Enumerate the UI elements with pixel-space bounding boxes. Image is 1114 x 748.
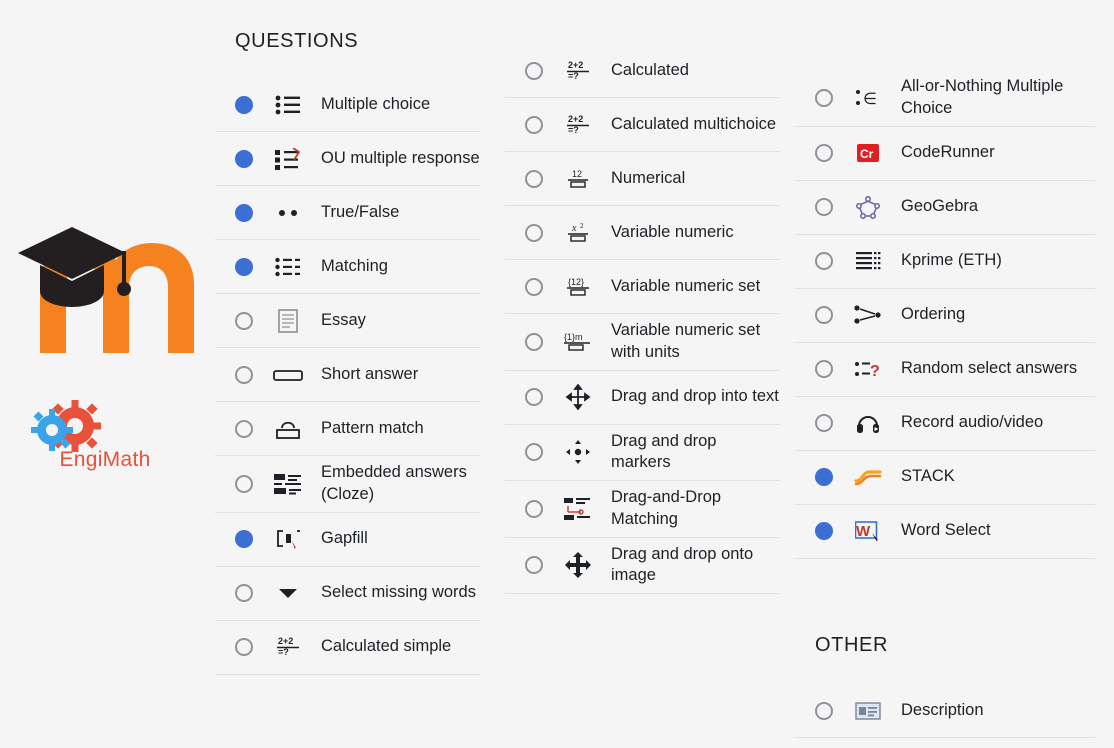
list-item[interactable] <box>795 451 1095 505</box>
list-item[interactable] <box>505 371 780 425</box>
svg-text:Cr: Cr <box>860 147 874 162</box>
radio-cloze[interactable] <box>235 475 253 493</box>
radio-pattern-match[interactable] <box>235 420 253 438</box>
engimath-label: EngiMath <box>59 448 151 471</box>
list-item[interactable] <box>215 132 480 186</box>
list-item[interactable] <box>505 314 780 371</box>
matching-icon <box>271 252 305 282</box>
radio-matching[interactable] <box>235 258 253 276</box>
radio-word-select[interactable] <box>815 522 833 540</box>
list-item-label: Drag and drop markers <box>611 431 717 472</box>
svg-text:=?: =? <box>568 124 579 135</box>
list-item[interactable] <box>505 44 780 98</box>
list-item[interactable] <box>215 402 480 456</box>
description-icon <box>851 696 885 726</box>
svg-text:2: 2 <box>580 221 584 230</box>
list-item[interactable] <box>215 348 480 402</box>
radio-calculated-simple[interactable] <box>235 638 253 656</box>
calculated-icon <box>561 56 595 86</box>
list-item-label: Variable numeric set with units <box>611 321 761 361</box>
radio-stack[interactable] <box>815 468 833 486</box>
ddmarker-icon <box>561 437 595 467</box>
radio-geogebra[interactable] <box>815 198 833 216</box>
list-item[interactable] <box>215 513 480 567</box>
list-item[interactable] <box>795 235 1095 289</box>
list-item[interactable] <box>215 294 480 348</box>
word-select-icon <box>851 516 885 546</box>
list-item-label: Essay <box>321 310 366 329</box>
list-item[interactable] <box>215 78 480 132</box>
list-item-label: True/False <box>321 202 400 221</box>
list-item-label: Select missing words <box>321 583 476 602</box>
list-item[interactable] <box>795 343 1095 397</box>
shortanswer-icon <box>271 360 305 390</box>
radio-ddimageortext[interactable] <box>525 556 543 574</box>
list-item[interactable] <box>505 538 780 595</box>
radio-variable-numeric[interactable] <box>525 224 543 242</box>
list-item-label: Gapfill <box>321 529 368 548</box>
radio-ddtext[interactable] <box>525 388 543 406</box>
other-section-title: OTHER <box>815 634 888 656</box>
list-item-label: Description <box>901 700 984 719</box>
list-item-label: STACK <box>901 467 955 486</box>
list-item[interactable] <box>215 567 480 621</box>
radio-ou-multiple-response[interactable] <box>235 150 253 168</box>
svg-text:x: x <box>572 222 577 234</box>
variable-numeric-icon <box>561 218 595 248</box>
list-item-label: Variable numeric set <box>611 276 761 295</box>
all-or-nothing-icon <box>851 83 885 113</box>
multichoice-icon <box>271 90 305 120</box>
ddimagetext-icon <box>561 382 595 412</box>
list-item[interactable] <box>795 397 1095 451</box>
list-item[interactable] <box>795 684 1095 738</box>
truefalse-icon <box>271 198 305 228</box>
svg-text:∈: ∈ <box>863 90 877 108</box>
list-item-label: Numerical <box>611 168 686 187</box>
radio-kprime[interactable] <box>815 252 833 270</box>
other-list <box>795 684 1095 738</box>
variable-numeric-set-icon <box>561 272 595 302</box>
radio-calculated-multichoice[interactable] <box>525 116 543 134</box>
radio-multiple-choice[interactable] <box>235 96 253 114</box>
radio-all-or-nothing[interactable] <box>815 89 833 107</box>
list-item[interactable] <box>505 260 780 314</box>
dd-matching-icon <box>561 494 595 524</box>
list-item-label: Drag-and-Drop Matching <box>611 488 722 528</box>
list-item-label: All-or-Nothing Multiple Choice <box>901 77 1064 117</box>
branding-panel <box>0 0 215 748</box>
list-item[interactable] <box>215 456 480 513</box>
patternmatch-icon <box>271 414 305 444</box>
list-item-label: Short answer <box>321 364 419 383</box>
calculated-multichoice-icon <box>561 110 595 140</box>
record-audio-video-icon <box>851 408 885 438</box>
radio-variable-numeric-set[interactable] <box>525 278 543 296</box>
radio-ordering[interactable] <box>815 306 833 324</box>
list-item-label: Kprime (ETH) <box>901 251 1002 270</box>
radio-true-false[interactable] <box>235 204 253 222</box>
svg-text:=?: =? <box>278 647 289 658</box>
svg-text:=?: =? <box>568 70 579 81</box>
svg-text:W: W <box>856 523 871 541</box>
random-select-answers-icon <box>851 354 885 384</box>
radio-ddmarker[interactable] <box>525 443 543 461</box>
select-missing-words-icon <box>271 578 305 608</box>
variable-numeric-set-units-icon <box>561 327 595 357</box>
question-list-1 <box>215 78 480 675</box>
radio-dd-matching[interactable] <box>525 500 543 518</box>
svg-text:12: 12 <box>572 168 583 179</box>
calculated-simple-icon <box>271 632 305 662</box>
radio-short-answer[interactable] <box>235 366 253 384</box>
radio-record-audio-video[interactable] <box>815 414 833 432</box>
list-item-label: Ordering <box>901 305 966 324</box>
ddimageortext-icon <box>561 550 595 580</box>
list-item-label: Word Select <box>901 521 991 540</box>
list-item-label: Multiple choice <box>321 94 431 113</box>
numerical-icon <box>561 164 595 194</box>
svg-text:?: ? <box>870 363 880 381</box>
radio-gapfill[interactable] <box>235 530 253 548</box>
list-item[interactable] <box>215 621 480 675</box>
radio-select-missing-words[interactable] <box>235 584 253 602</box>
list-item[interactable] <box>795 181 1095 235</box>
questions-section-title: QUESTIONS <box>235 30 359 52</box>
list-item[interactable] <box>215 186 480 240</box>
cloze-icon <box>271 469 305 499</box>
list-item-label: Calculated simple <box>321 637 452 656</box>
svg-text:2+2: 2+2 <box>568 113 584 124</box>
moodle-logo <box>10 205 200 355</box>
list-item-label: Record audio/video <box>901 413 1044 432</box>
engimath-logo <box>30 400 180 480</box>
stack-icon <box>851 462 885 492</box>
gapfill-icon <box>271 524 305 554</box>
list-item[interactable] <box>505 206 780 260</box>
svg-text:2+2: 2+2 <box>568 59 584 70</box>
list-item[interactable] <box>505 425 780 482</box>
list-item-label: Embedded answers (Cloze) <box>321 463 467 503</box>
question-list-2 <box>505 44 780 594</box>
essay-icon <box>271 306 305 336</box>
svg-text:2+2: 2+2 <box>278 636 294 647</box>
svg-text:{1}m: {1}m <box>564 331 583 342</box>
list-item[interactable] <box>795 70 1095 127</box>
list-item-label: Drag and drop into text <box>611 387 779 406</box>
list-item-label: Calculated <box>611 60 689 79</box>
question-list-3 <box>795 70 1095 559</box>
geogebra-icon <box>851 192 885 222</box>
radio-random-select-answers[interactable] <box>815 360 833 378</box>
list-item-label: OU multiple response <box>321 148 480 167</box>
radio-numerical[interactable] <box>525 170 543 188</box>
coderunner-icon <box>851 138 885 168</box>
ou-multiresponse-icon <box>271 144 305 174</box>
list-item[interactable] <box>505 98 780 152</box>
list-item-label: Calculated multichoice <box>611 114 777 133</box>
list-item[interactable] <box>505 152 780 206</box>
ordering-icon <box>851 300 885 330</box>
list-item[interactable] <box>795 127 1095 181</box>
radio-description[interactable] <box>815 702 833 720</box>
radio-calculated[interactable] <box>525 62 543 80</box>
list-item-label: Pattern match <box>321 418 424 437</box>
list-item[interactable] <box>795 289 1095 343</box>
radio-essay[interactable] <box>235 312 253 330</box>
list-item-label: Matching <box>321 256 388 275</box>
list-item-label: CodeRunner <box>901 143 995 162</box>
svg-text:{12}: {12} <box>568 276 585 287</box>
list-item[interactable] <box>215 240 480 294</box>
list-item-label: GeoGebra <box>901 197 979 216</box>
radio-variable-numeric-set-units[interactable] <box>525 333 543 351</box>
list-item-label: Random select answers <box>901 359 1078 378</box>
list-item-label: Drag and drop onto image <box>611 544 754 585</box>
list-item-label: Variable numeric <box>611 222 734 241</box>
radio-coderunner[interactable] <box>815 144 833 162</box>
list-item[interactable] <box>795 505 1095 559</box>
kprime-icon <box>851 246 885 276</box>
list-item[interactable] <box>505 481 780 538</box>
